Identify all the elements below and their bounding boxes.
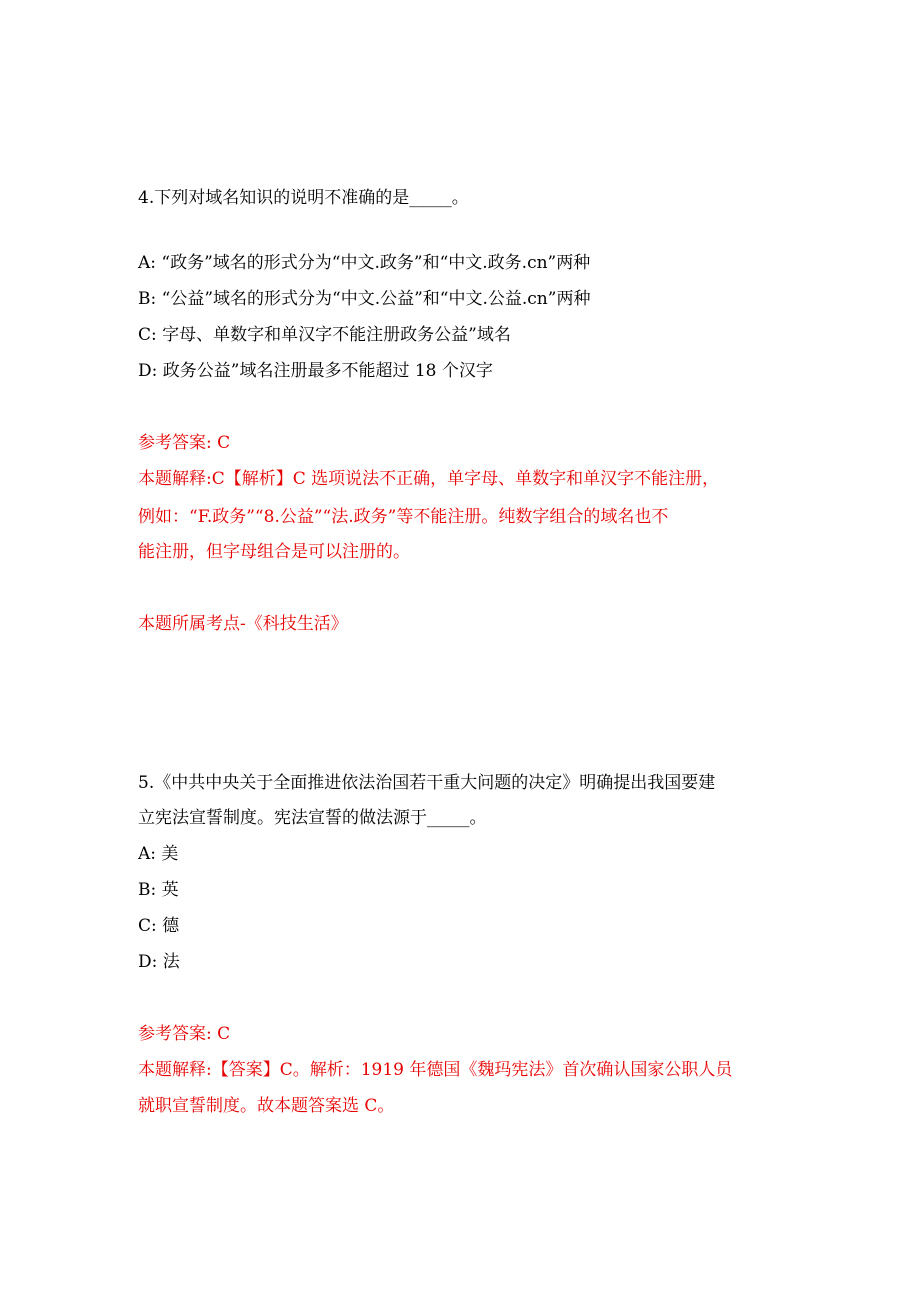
q4-explanation-line-3: 能注册，但字母组合是可以注册的。 <box>138 542 410 562</box>
q5-stem-line-2: 立宪法宣誓制度。宪法宣誓的做法源于_____。 <box>138 808 487 828</box>
q5-answer: 参考答案: C <box>138 1024 231 1044</box>
q5-explanation-line-1: 本题解释:【答案】C。解析：1919 年德国《魏玛宪法》首次确认国家公职人员 <box>138 1060 733 1080</box>
q5-stem-line-1: 5.《中共中央关于全面推进依法治国若干重大问题的决定》明确提出我国要建 <box>138 773 716 793</box>
q4-option-d: D: 政务公益”域名注册最多不能超过 18 个汉字 <box>138 361 493 381</box>
q4-option-b: B: “公益”域名的形式分为“中文.公益”和“中文.公益.cn”两种 <box>138 289 591 309</box>
q5-option-b: B: 英 <box>138 880 179 900</box>
q4-topic: 本题所属考点-《科技生活》 <box>138 614 348 634</box>
q5-option-d: D: 法 <box>138 952 180 972</box>
q5-option-c: C: 德 <box>138 916 180 936</box>
q5-explanation-line-2: 就职宣誓制度。故本题答案选 C。 <box>138 1096 395 1116</box>
q4-answer: 参考答案: C <box>138 433 231 453</box>
q5-option-a: A: 美 <box>138 844 179 864</box>
q4-stem: 4.下列对域名知识的说明不准确的是_____。 <box>138 188 469 208</box>
q4-explanation-line-2: 例如：“F.政务”“8.公益”“法.政务”等不能注册。纯数字组合的域名也不 <box>138 507 669 527</box>
q4-option-c: C: 字母、单数字和单汉字不能注册政务公益”域名 <box>138 325 511 345</box>
q4-explanation-line-1: 本题解释:C【解析】C 选项说法不正确，单字母、单数字和单汉字不能注册， <box>138 469 720 489</box>
q4-option-a: A: “政务”域名的形式分为“中文.政务”和“中文.政务.cn”两种 <box>138 253 591 273</box>
